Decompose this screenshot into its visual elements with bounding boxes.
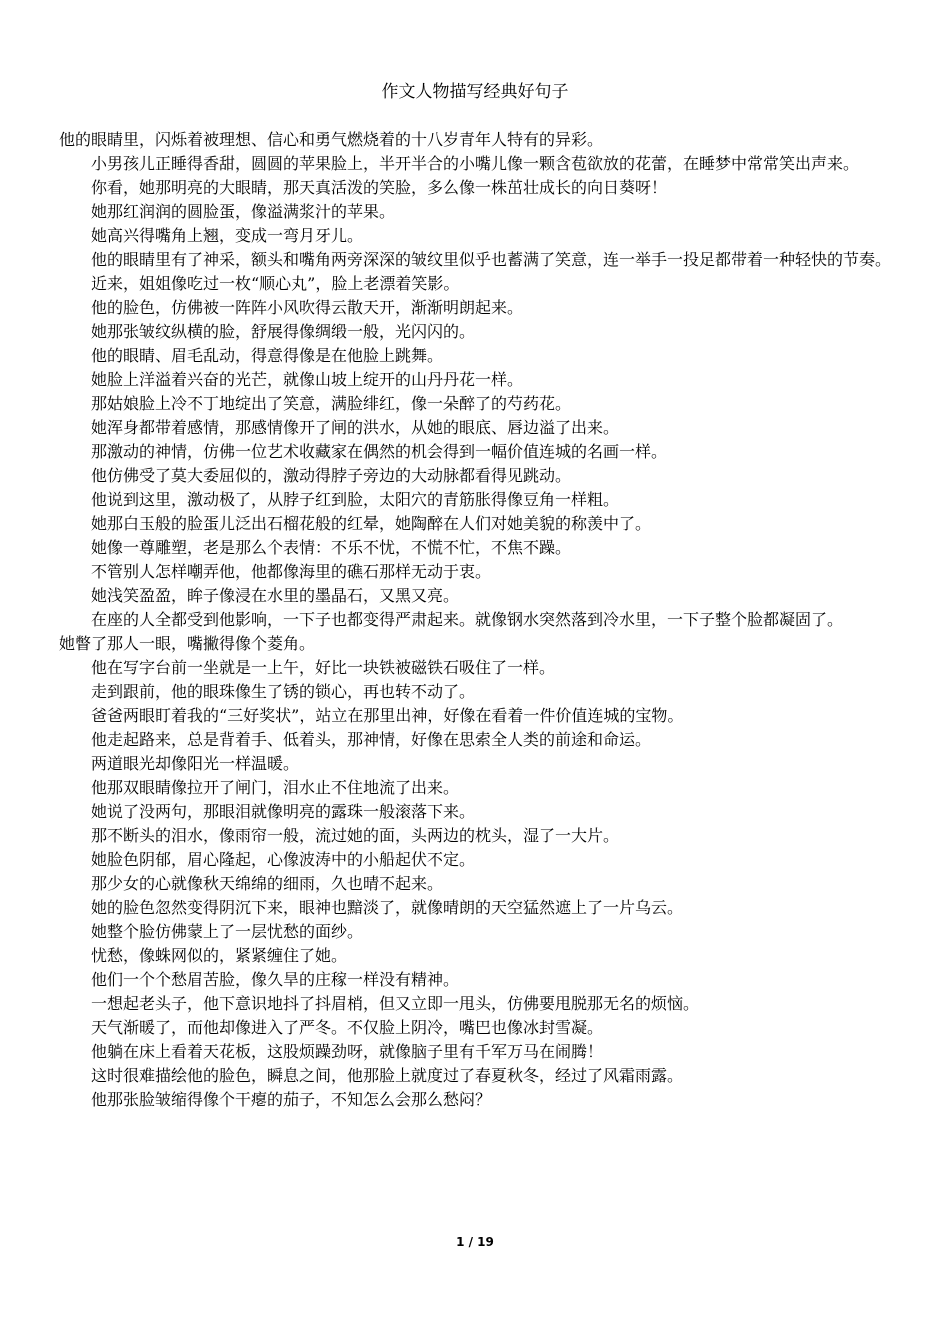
paragraph: 她的脸色忽然变得阴沉下来，眼神也黯淡了，就像晴朗的天空猛然遮上了一片乌云。 — [91, 898, 684, 917]
paragraph: 这时很难描绘他的脸色，瞬息之间，他那脸上就度过了春夏秋冬，经过了风霜雨露。 — [91, 1066, 684, 1085]
paragraph: 她脸色阴郁，眉心隆起，心像波涛中的小船起伏不定。 — [91, 850, 476, 869]
document-body — [59, 128, 895, 1112]
paragraph: 他的眼睛里有了神采，额头和嘴角两旁深深的皱纹里似乎也蓄满了笑意，连一举手一投足都带着一种轻快的节奏。 — [91, 250, 892, 269]
paragraph: 他们一个个愁眉苦脸，像久旱的庄稼一样没有精神。 — [91, 970, 460, 989]
paragraph: 忧愁，像蛛网似的，紧紧缠住了她。 — [91, 946, 348, 965]
paragraph: 她像一尊雕塑，老是那么个表情：不乐不忧，不慌不忙，不焦不躁。 — [91, 538, 572, 557]
paragraph: 他那双眼睛像拉开了闸门，泪水止不住地流了出来。 — [91, 778, 460, 797]
paragraph: 那姑娘脸上冷不丁地绽出了笑意，满脸绯红，像一朵醉了的芍药花。 — [91, 394, 572, 413]
paragraph: 她那红润润的圆脸蛋，像溢满浆汁的苹果。 — [91, 202, 396, 221]
paragraph: 他的眼睛里，闪烁着被理想、信心和勇气燃烧着的十八岁青年人特有的异彩。 — [59, 130, 604, 149]
paragraph: 那少女的心就像秋天绵绵的细雨，久也晴不起来。 — [91, 874, 444, 893]
paragraph: 她高兴得嘴角上翘，变成一弯月牙儿。 — [91, 226, 364, 245]
paragraph: 他躺在床上看着天花板，这股烦躁劲呀，就像脑子里有千军万马在闹腾！ — [91, 1042, 604, 1061]
paragraph: 她说了没两句，那眼泪就像明亮的露珠一般滚落下来。 — [91, 802, 476, 821]
paragraph: 小男孩儿正睡得香甜，圆圆的苹果脸上，半开半合的小嘴儿像一颗含苞欲放的花蕾，在睡梦中常常笑出声来。 — [91, 154, 860, 173]
paragraph: 他那张脸皱缩得像个干瘪的茄子，不知怎么会那么愁闷？ — [91, 1090, 492, 1109]
paragraph: 他在写字台前一坐就是一上午，好比一块铁被磁铁石吸住了一样。 — [91, 658, 556, 677]
page-number: 1 / 19 — [456, 1235, 494, 1249]
paragraph: 走到跟前，他的眼珠像生了锈的锁心，再也转不动了。 — [91, 682, 476, 701]
paragraph: 不管别人怎样嘲弄他，他都像海里的礁石那样无动于衷。 — [91, 562, 492, 581]
paragraph: 她那白玉般的脸蛋儿泛出石榴花般的红晕，她陶醉在人们对她美貌的称羡中了。 — [91, 514, 652, 533]
paragraph: 在座的人全都受到他影响，一下子也都变得严肃起来。就像钢水突然落到冷水里，一下子整个脸都凝固了。 — [91, 610, 844, 629]
paragraph: 她浅笑盈盈，眸子像浸在水里的墨晶石，又黑又亮。 — [91, 586, 460, 605]
paragraph: 他仿佛受了莫大委屈似的，激动得脖子旁边的大动脉都看得见跳动。 — [91, 466, 572, 485]
paragraph: 那激动的神情，仿佛一位艺术收藏家在偶然的机会得到一幅价值连城的名画一样。 — [91, 442, 668, 461]
paragraph: 她脸上洋溢着兴奋的光芒，就像山坡上绽开的山丹丹花一样。 — [91, 370, 524, 389]
paragraph: 他的脸色，仿佛被一阵阵小风吹得云散天开，渐渐明朗起来。 — [91, 298, 524, 317]
paragraph: 两道眼光却像阳光一样温暖。 — [91, 754, 300, 773]
paragraph: 他走起路来，总是背着手、低着头，那神情，好像在思索全人类的前途和命运。 — [91, 730, 652, 749]
paragraph: 你看，她那明亮的大眼睛，那天真活泼的笑脸，多么像一株茁壮成长的向日葵呀！ — [91, 178, 668, 197]
paragraph: 近来，姐姐像吃过一枚“顺心丸”，脸上老漂着笑影。 — [91, 274, 460, 293]
paragraph: 那不断头的泪水，像雨帘一般，流过她的面，头两边的枕头，湿了一大片。 — [91, 826, 620, 845]
paragraph: 她那张皱纹纵横的脸，舒展得像绸缎一般，光闪闪的。 — [91, 322, 476, 341]
paragraph: 他说到这里，激动极了，从脖子红到脸，太阳穴的青筋胀得像豆角一样粗。 — [91, 490, 620, 509]
paragraph: 他的眼睛、眉毛乱动，得意得像是在他脸上跳舞。 — [91, 346, 444, 365]
paragraph: 一想起老头子，他下意识地抖了抖眉梢，但又立即一甩头，仿佛要甩脱那无名的烦恼。 — [91, 994, 700, 1013]
document-title: 作文人物描写经典好句子 — [381, 82, 569, 102]
paragraph: 爸爸两眼盯着我的“三好奖状”，站立在那里出神，好像在看着一件价值连城的宝物。 — [91, 706, 684, 725]
paragraph: 她瞥了那人一眼，嘴撇得像个菱角。 — [59, 634, 316, 653]
paragraph: 天气渐暖了，而他却像进入了严冬。不仅脸上阴冷，嘴巴也像冰封雪凝。 — [91, 1018, 604, 1037]
paragraph: 她整个脸仿佛蒙上了一层忧愁的面纱。 — [91, 922, 364, 941]
paragraph: 她浑身都带着感情，那感情像开了闸的洪水，从她的眼底、唇边溢了出来。 — [91, 418, 620, 437]
